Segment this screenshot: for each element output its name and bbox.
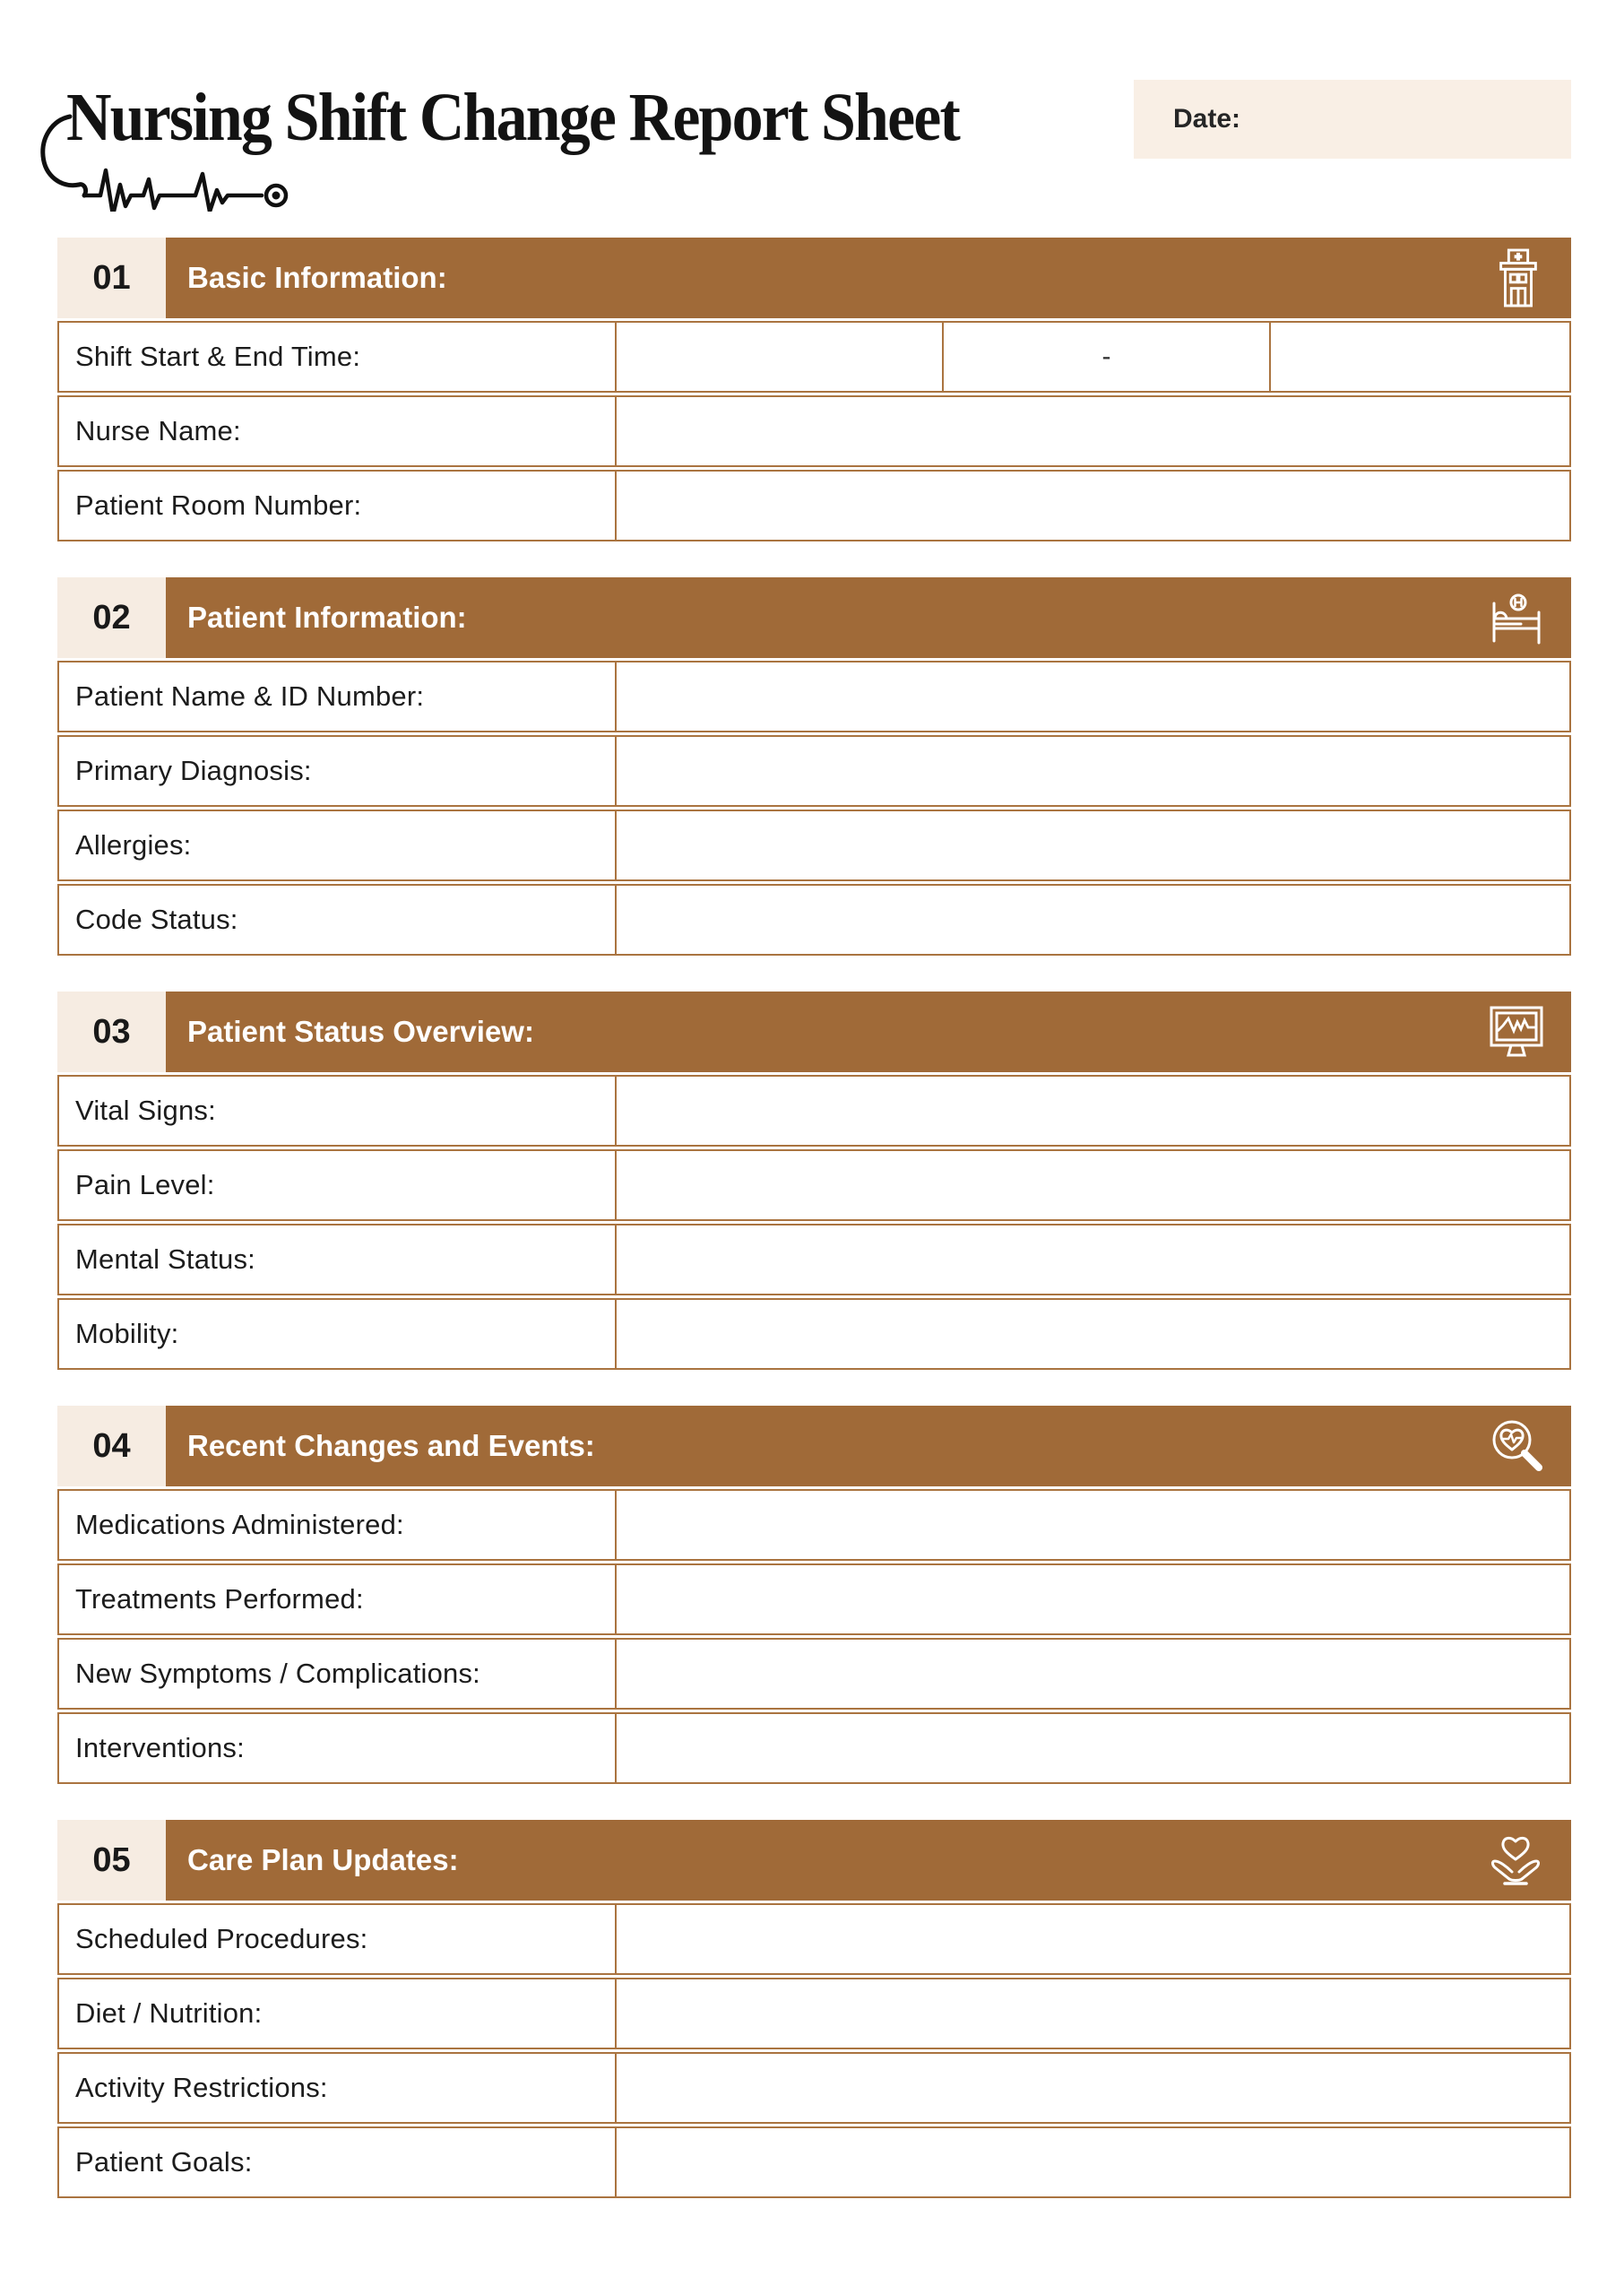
diet-nutrition-field[interactable] [617,1979,1569,2048]
medications-administered-field[interactable] [617,1491,1569,1559]
row-label: Patient Room Number: [59,472,617,540]
table-row [57,1638,1571,1710]
table-row [57,321,1571,393]
interventions-field[interactable] [617,1714,1569,1782]
table-row [57,1224,1571,1295]
vital-signs-field[interactable] [617,1077,1569,1145]
section-title: Patient Information: [187,601,467,634]
table-row [57,1075,1571,1147]
section-title: Care Plan Updates: [187,1843,459,1876]
date-label: Date: [1173,104,1241,134]
section-number-badge: 03 [57,992,166,1072]
section-05-header [57,1820,1571,1901]
section-basic-information [57,238,1571,541]
patient-name-id-field[interactable] [617,663,1569,731]
row-label: Mobility: [59,1300,617,1368]
date-value-field[interactable] [1240,80,1571,159]
section-01-header [57,238,1571,318]
section-02-header [57,577,1571,658]
patient-room-number-field[interactable] [617,472,1569,540]
row-label: Vital Signs: [59,1077,617,1145]
form-content [57,238,1571,2198]
table-row [57,1903,1571,1975]
section-04-header [57,1406,1571,1486]
section-patient-status-overview [57,992,1571,1370]
date-box [1134,80,1571,159]
section-number-badge: 04 [57,1406,166,1486]
table-row [57,1298,1571,1370]
section-title: Recent Changes and Events: [187,1429,595,1462]
new-symptoms-complications-field[interactable] [617,1640,1569,1708]
row-label: Mental Status: [59,1225,617,1294]
row-label: Code Status: [59,886,617,954]
allergies-field[interactable] [617,811,1569,879]
section-number-badge: 05 [57,1820,166,1901]
hospital-bed-icon [1487,591,1546,645]
table-row [57,735,1571,807]
hospital-building-icon [1490,247,1546,308]
section-patient-information [57,577,1571,956]
pain-level-field[interactable] [617,1151,1569,1219]
table-row [57,661,1571,732]
section-recent-changes-events [57,1406,1571,1784]
table-row [57,1489,1571,1561]
table-row [57,810,1571,881]
magnifier-heart-icon [1489,1417,1546,1475]
row-label: Diet / Nutrition: [59,1979,617,2048]
row-label: Patient Name & ID Number: [59,663,617,731]
row-label: Medications Administered: [59,1491,617,1559]
row-label: Pain Level: [59,1151,617,1219]
table-row [57,395,1571,467]
scheduled-procedures-field[interactable] [617,1905,1569,1973]
vitals-monitor-icon [1487,1004,1546,1060]
row-label: Allergies: [59,811,617,879]
row-label: Patient Goals: [59,2128,617,2196]
treatments-performed-field[interactable] [617,1565,1569,1633]
shift-start-field[interactable] [617,323,944,391]
nurse-name-field[interactable] [617,397,1569,465]
row-label: New Symptoms / Complications: [59,1640,617,1708]
row-label: Activity Restrictions: [59,2054,617,2122]
row-label: Nurse Name: [59,397,617,465]
table-row [57,1978,1571,2049]
row-label: Scheduled Procedures: [59,1905,617,1973]
section-number-badge: 02 [57,577,166,658]
mobility-field[interactable] [617,1300,1569,1368]
primary-diagnosis-field[interactable] [617,737,1569,805]
row-label: Treatments Performed: [59,1565,617,1633]
table-row [57,884,1571,956]
hands-holding-heart-icon [1485,1832,1546,1888]
code-status-field[interactable] [617,886,1569,954]
patient-goals-field[interactable] [617,2128,1569,2196]
row-label: Primary Diagnosis: [59,737,617,805]
row-label: Interventions: [59,1714,617,1782]
mental-status-field[interactable] [617,1225,1569,1294]
table-row [57,1149,1571,1221]
section-number-badge: 01 [57,238,166,318]
table-row [57,2126,1571,2198]
table-row [57,1712,1571,1784]
table-row [57,1563,1571,1635]
section-title: Basic Information: [187,261,447,294]
activity-restrictions-field[interactable] [617,2054,1569,2122]
section-title: Patient Status Overview: [187,1015,534,1048]
section-03-header [57,992,1571,1072]
page-title: Nursing Shift Change Report Sheet [66,80,959,155]
table-row [57,2052,1571,2124]
page-header [0,0,1624,238]
table-row [57,470,1571,541]
shift-time-separator: - [944,323,1271,391]
shift-end-field[interactable] [1271,323,1569,391]
row-label: Shift Start & End Time: [59,323,617,391]
section-care-plan-updates [57,1820,1571,2198]
